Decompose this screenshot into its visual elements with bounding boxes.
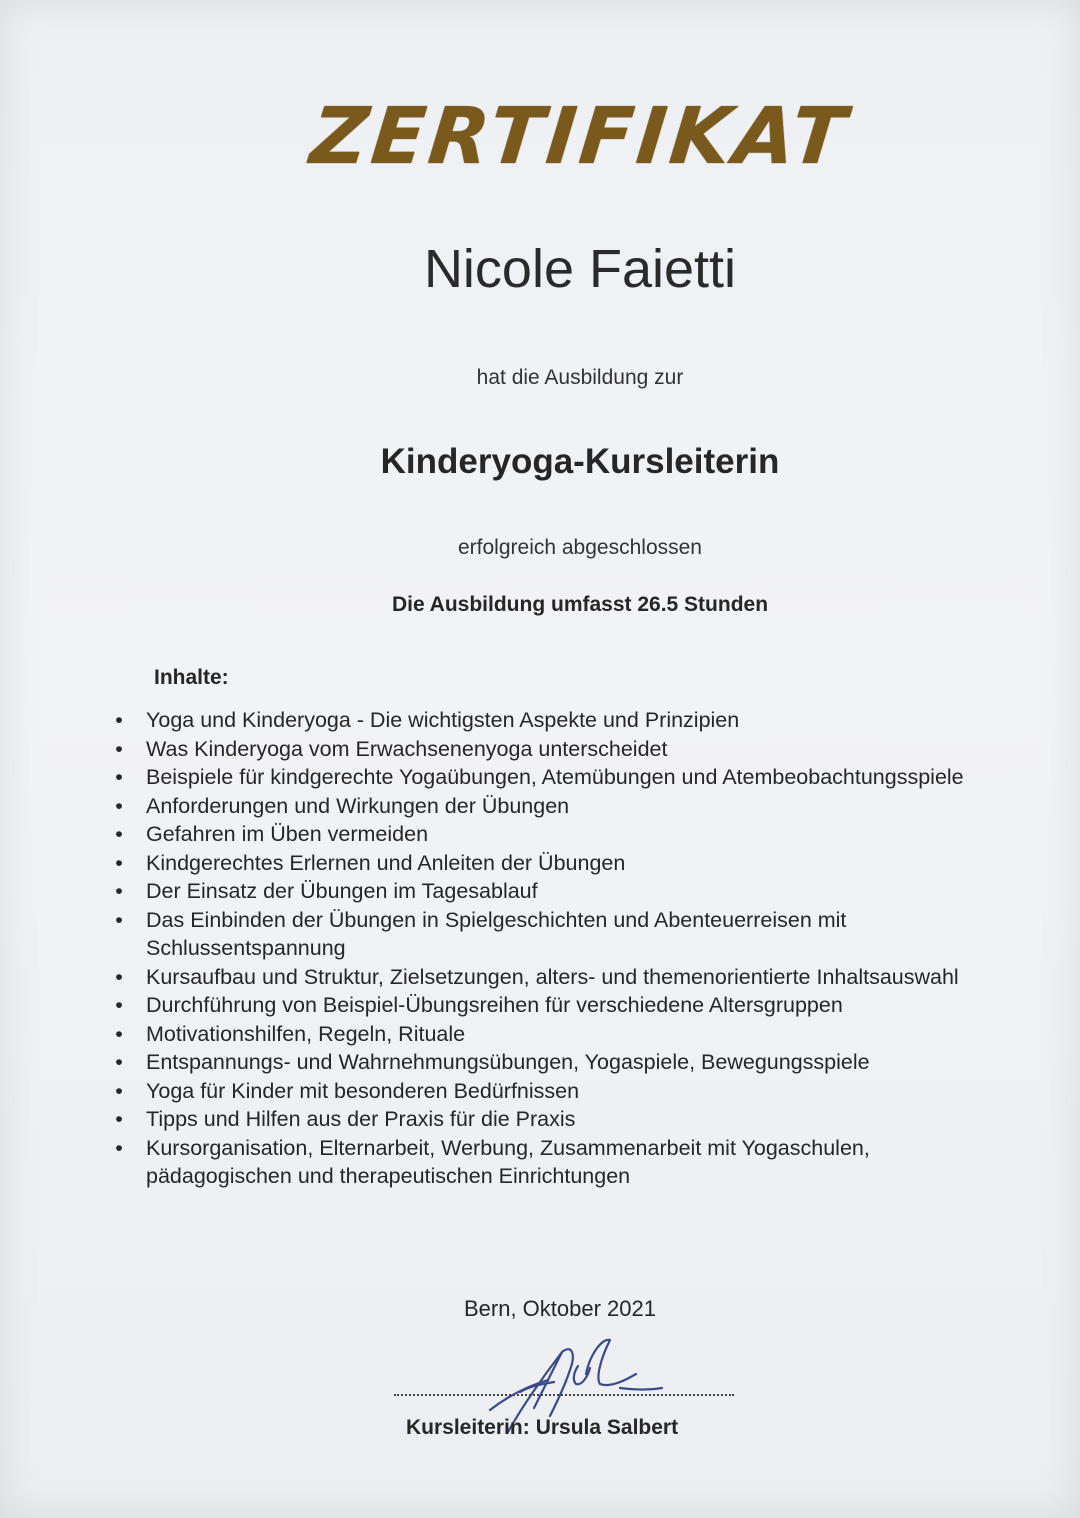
bullet-icon: • [115,1135,123,1160]
signature-line [394,1394,734,1396]
bullet-icon: • [115,708,123,732]
list-item [108,963,988,992]
list-item-text: Entspannungs- und Wahrnehmungsübungen, Yogaspiele, Bewegungsspiele [146,1050,870,1074]
list-item-text: Was Kinderyoga vom Erwachsenenyoga unterscheidet [146,736,668,761]
contents-list [108,706,988,1191]
list-item-text: Tipps und Hilfen aus der Praxis für die Praxis [146,1107,576,1131]
list-item [108,1077,988,1106]
list-item-text: Kursorganisation, Elternarbeit, Werbung, Zusammenarbeit mit Yogaschulen, pädagogischen und therapeutischen Einrichtungen [146,1135,870,1188]
bullet-icon: • [115,907,123,932]
list-item [108,820,988,849]
list-item-text: Beispiele für kindgerechte Yogaübungen, Atemübungen und Atembeobachtungsspiele [146,765,964,789]
list-item [108,1020,988,1049]
bullet-icon: • [115,964,123,989]
list-item [108,906,988,963]
list-item-text: Der Einsatz der Übungen im Tagesablauf [146,879,538,903]
list-item-text: Das Einbinden der Übungen in Spielgeschichten und Abenteuerreisen mit Schlussentspannung [146,907,847,960]
bullet-icon: • [115,765,123,789]
list-item [108,792,988,821]
list-item-text: Kursaufbau und Struktur, Zielsetzungen, alters- und themenorientierte Inhaltsauswahl [146,964,959,989]
list-item [108,877,988,906]
list-item [108,1134,988,1191]
bullet-icon: • [115,793,123,818]
completion-text: erfolgreich abgeschlossen [458,536,702,559]
list-item [108,849,988,878]
list-item [108,991,988,1020]
recipient-name: Nicole Faietti [423,239,737,299]
list-item-text: Kindgerechtes Erlernen und Anleiten der Übungen [146,850,626,875]
list-item [108,1105,988,1134]
bullet-icon: • [115,736,123,761]
bullet-icon: • [115,879,123,903]
bullet-icon: • [115,993,123,1017]
list-item [108,706,988,735]
signer-role: Kursleiterin: [406,1416,530,1439]
bullet-icon: • [115,1021,123,1046]
bullet-icon: • [115,1107,123,1131]
list-item [108,763,988,792]
signer-line [406,1416,678,1440]
bullet-icon: • [115,822,123,846]
contents-heading: Inhalte: [154,666,229,689]
certificate-title: ZERTIFIKAT [306,92,854,182]
signer-name: Ursula Salbert [535,1416,679,1439]
place-date: Bern, Oktober 2021 [463,1296,656,1321]
duration-text: Die Ausbildung umfasst 26.5 Stunden [391,593,769,616]
signature-block [380,1330,780,1450]
list-item-text: Anforderungen und Wirkungen der Übungen [146,793,570,818]
bullet-icon: • [115,1078,123,1103]
bullet-icon: • [115,1050,123,1074]
bullet-icon: • [115,850,123,875]
list-item [108,735,988,764]
intro-text: hat die Ausbildung zur [476,366,684,389]
course-title: Kinderyoga-Kursleiterin [380,442,780,481]
list-item-text: Gefahren im Üben vermeiden [146,822,429,846]
list-item-text: Yoga für Kinder mit besonderen Bedürfnissen [146,1078,580,1103]
list-item-text: Durchführung von Beispiel-Übungsreihen für verschiedene Altersgruppen [146,993,843,1017]
list-item-text: Motivationshilfen, Regeln, Rituale [146,1021,466,1046]
list-item-text: Yoga und Kinderyoga - Die wichtigsten Aspekte und Prinzipien [146,708,740,732]
list-item [108,1048,988,1077]
